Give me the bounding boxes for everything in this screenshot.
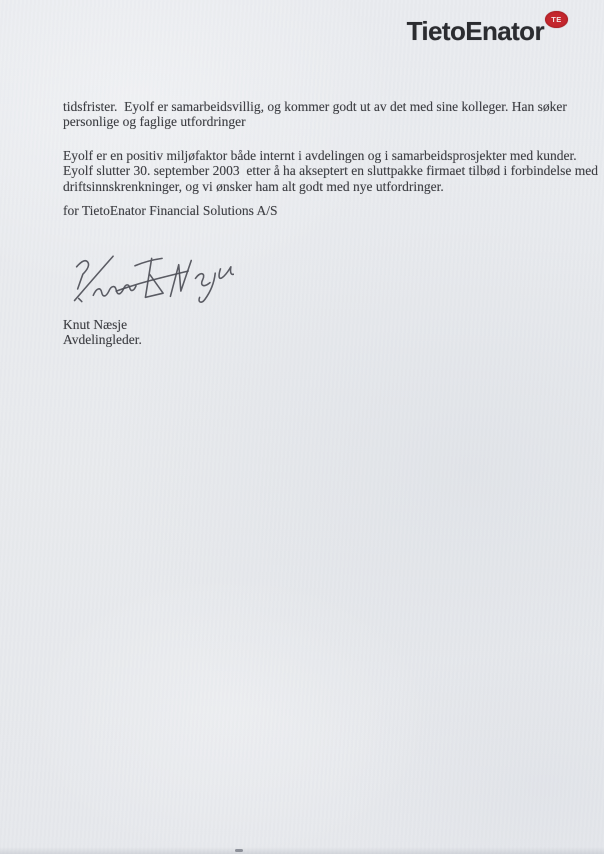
signer-name: Knut Næsje (63, 317, 128, 332)
signature-icon (62, 251, 234, 309)
signer-title: Avdelingleder. (63, 332, 142, 348)
paragraph-2-line-3: driftsinnskrenkninger, og vi ønsker ham alt godt med nye utfordringer. (63, 178, 444, 194)
page-bottom-shadow (0, 847, 604, 854)
signature-handwriting-image (62, 251, 234, 309)
paragraph-2 (63, 148, 598, 194)
for-company-line: for TietoEnator Financial Solutions A/S (63, 203, 278, 218)
scan-artifact-speck (235, 849, 243, 852)
paragraph-1 (63, 99, 567, 130)
paragraph-2-line-1: Eyolf er en positiv miljøfaktor både internt i avdelingen og i samarbeidsprosjekter med kunder. (63, 148, 577, 163)
tietoenator-logo (406, 15, 568, 46)
paragraph-2-line-2: Eyolf slutter 30. september 2003 etter å ha akseptert en sluttpakke firmaet tilbød i forbindelse med (63, 163, 598, 179)
signer-block (63, 317, 142, 348)
paragraph-1-line-2: personlige og faglige utfordringer (63, 114, 246, 130)
paragraph-1-line-1: tidsfrister. Eyolf er samarbeidsvillig, og kommer godt ut av det med sine kolleger. Han søker (63, 99, 567, 114)
te-badge-icon: TE (545, 11, 568, 28)
logo-wordmark: TietoEnator (406, 16, 544, 46)
